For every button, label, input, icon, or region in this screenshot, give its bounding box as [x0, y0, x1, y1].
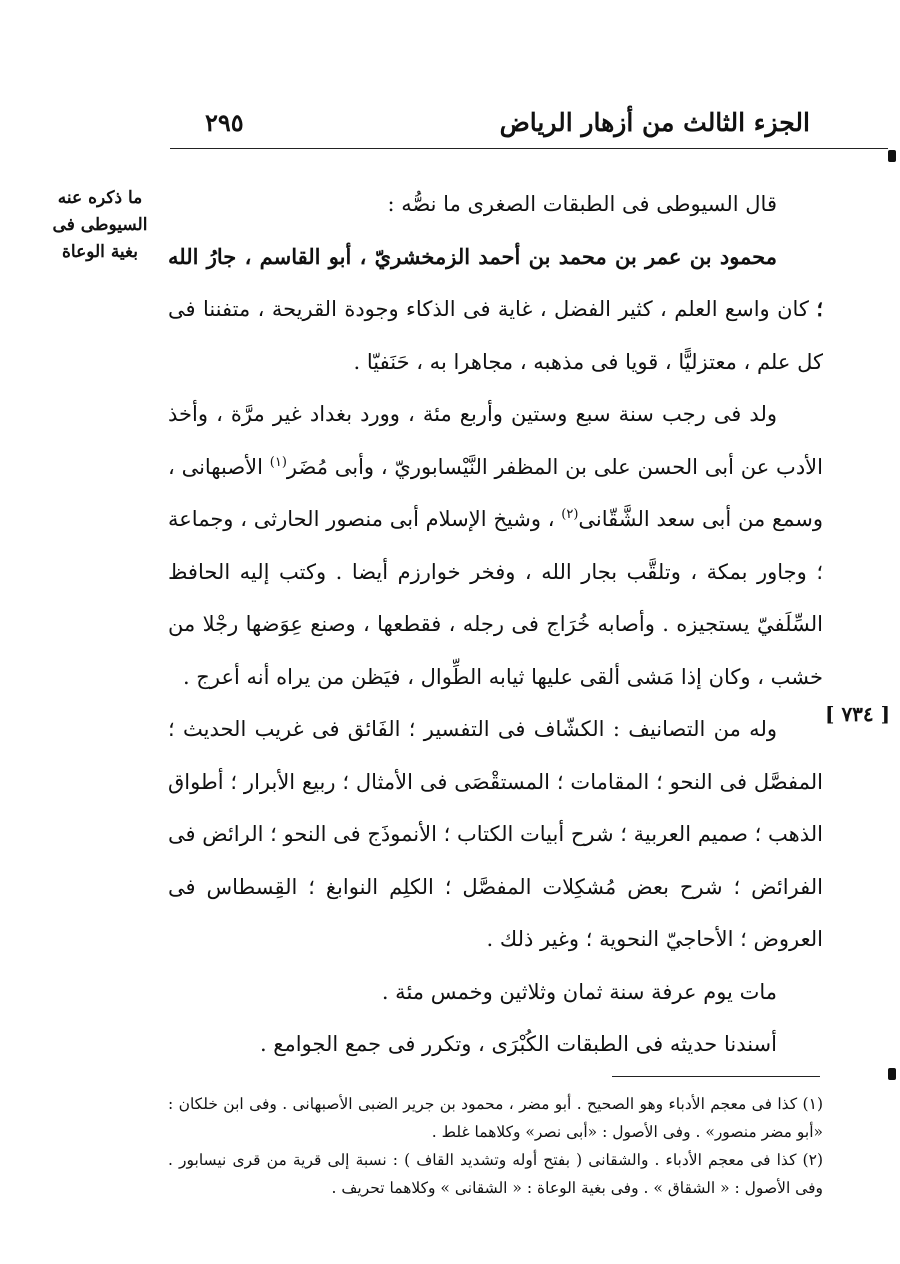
page-header	[170, 108, 820, 148]
footnote-ref-1[interactable]: (١)	[269, 454, 287, 470]
main-text	[168, 178, 823, 1071]
margin-reference-number: [ ٧٣٤ ]	[825, 702, 891, 726]
scan-edge-mark	[888, 150, 896, 162]
margin-note-line: ما ذكره عنه	[57, 188, 143, 208]
life-text: ، وشيخ الإسلام أبى منصور الحارثى ، وجماعة ؛ وجاور بمكة ، وتلقَّب بجار الله ، وفخر خوارزم أيضا . وكتب إليه الحافظ السِّلَفيّ يستجيزه . وأصابه خُرَاج فى رجله ، فقطعها ، وصنع عِوَضها رجْلا من خشب ، وكان إذا مَشى ألقى عليها ثيابه الطِّوال ، فيَظن من يراه أنه أعرج .	[168, 507, 823, 689]
footnote-2	[168, 1146, 823, 1202]
footnote-ref-2[interactable]: (٢)	[561, 507, 579, 522]
running-title: الجزء الثالث من أزهار الرياض	[499, 108, 810, 137]
biography-text: كان واسع العلم ، كثير الفضل ، غاية فى الذكاء وجودة القريحة ، متفننا فى كل علم ، معتزليًّا ، قويا فى مذهبه ، مجاهرا به ، حَنَفيّا .	[168, 297, 823, 374]
scan-edge-mark	[888, 1068, 896, 1080]
footnote-text: كذا فى معجم الأدباء . والشقانى ( بفتح أوله وتشديد القاف ) : نسبة إلى قرية من قرى نيسابور . وفى الأصول : « الشقاق » . وفى بغية الوعاة : « الشقانى » وكلاهما تحريف .	[168, 1151, 823, 1197]
works-paragraph: وله من التصانيف : الكشّاف فى التفسير ؛ الفَائق فى غريب الحديث ؛ المفصَّل فى النحو ؛ المقامات ؛ المستقْصَى فى الأمثال ؛ ربيع الأبرار ؛ أطواق الذهب ؛ صميم العربية ؛ شرح أبيات الكتاب ؛ الأنموذَج فى النحو ؛ الرائض فى الفرائض ؛ شرح بعض مُشكِلات المفصَّل ؛ الكلِم النوابغ ؛ القِسطاس فى العروض ؛ الأحاجيّ النحوية ؛ وغير ذلك .	[168, 717, 823, 951]
margin-note-line: بغية الوعاة	[61, 242, 138, 262]
life-text: الأصبهانى ، وسمع من أبى سعد الشَّقّانى	[168, 454, 824, 531]
footnote-divider	[612, 1076, 820, 1077]
death-paragraph: مات يوم عرفة سنة ثمان وثلاثين وخمس مئة .	[381, 979, 777, 1004]
footnote-text: كذا فى معجم الأدباء وهو الصحيح . أبو مضر ، محمود بن جرير الضبى الأصبهانى . وفى ابن خلكان : «أبو مضر منصور» . وفى الأصول : «أبى نصر» وكلاهما غلط .	[168, 1095, 823, 1141]
footnote-number: (١)	[802, 1095, 823, 1113]
margin-note-line: السيوطى فى	[52, 215, 148, 235]
biography-paragraph	[168, 231, 823, 389]
intro-paragraph: قال السيوطى فى الطبقات الصغرى ما نصُّه :	[387, 192, 777, 216]
subject-name: محمود بن عمر بن محمد بن أحمد الزمخشريّ ، أبو القاسم ، جارُ الله ؛	[168, 243, 823, 321]
margin-note	[40, 185, 160, 266]
footnotes	[168, 1090, 823, 1202]
footnote-number: (٢)	[802, 1151, 823, 1169]
header-divider	[170, 148, 888, 149]
life-text: ولد فى رجب سنة سبع وستين وأربع مئة ، وورد بغداد غير مرَّة ، وأخذ الأدب عن أبى الحسن على بن المظفر النَّيْسابوريّ ، وأبى مُضَر	[168, 402, 823, 479]
citation-paragraph: أسندنا حديثه فى الطبقات الكُبْرَى ، وتكرر فى جمع الجوامع .	[259, 1032, 777, 1056]
footnote-1	[168, 1090, 823, 1146]
page-number: ٢٩٥	[205, 108, 244, 137]
life-paragraph	[168, 388, 823, 703]
